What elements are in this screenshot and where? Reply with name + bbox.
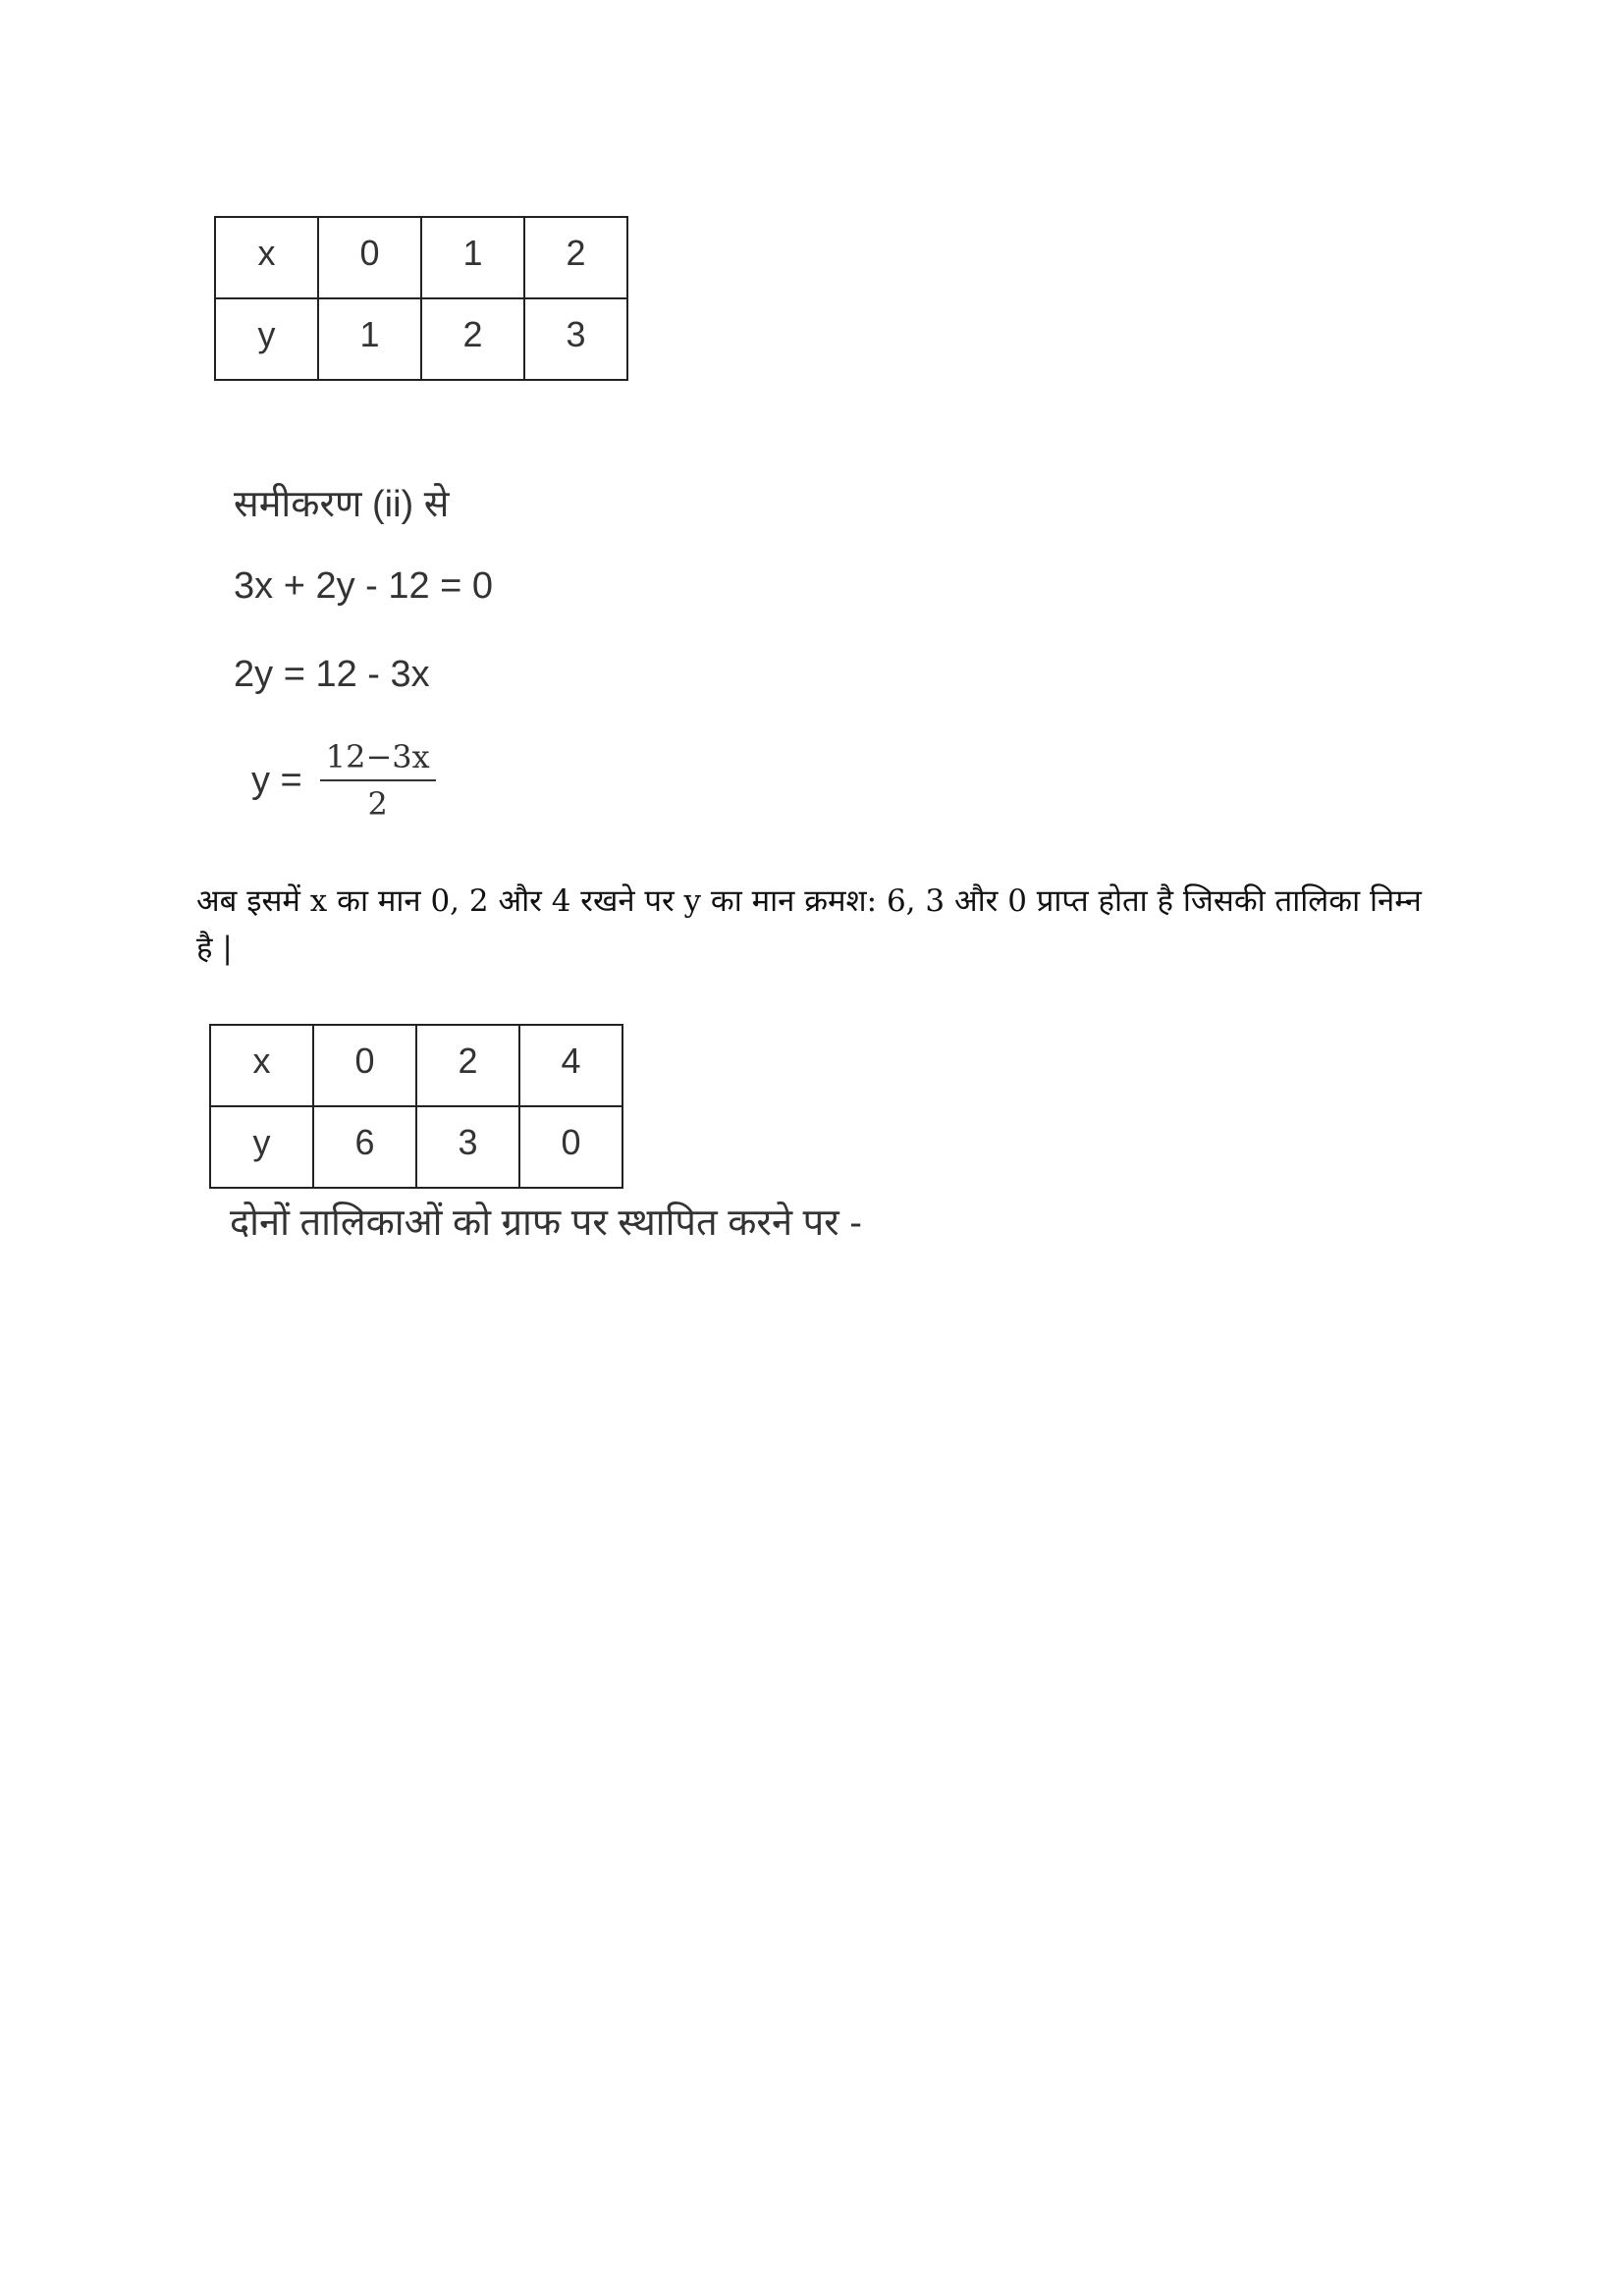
- table-cell: y: [210, 1106, 313, 1188]
- table-cell: 2: [416, 1025, 519, 1106]
- table-cell: 1: [421, 217, 524, 298]
- table-row: [215, 298, 627, 380]
- fraction-denominator: 2: [367, 785, 388, 823]
- equation-lhs: y =: [251, 759, 302, 801]
- fraction: [320, 738, 436, 823]
- table-row: [210, 1025, 622, 1106]
- table-row: [215, 217, 627, 298]
- fraction-equation: [251, 738, 436, 823]
- fraction-numerator: 12−3x: [320, 738, 436, 781]
- equation-line: 2y = 12 - 3x: [234, 654, 430, 695]
- table-cell: 4: [519, 1025, 622, 1106]
- table-cell: 0: [313, 1025, 416, 1106]
- table-row: [210, 1106, 622, 1188]
- equation-line: 3x + 2y - 12 = 0: [234, 565, 494, 607]
- closing-line: दोनों तालिकाओं को ग्राफ पर स्थापित करने पर -: [230, 1202, 862, 1244]
- equation-heading: समीकरण (ii) से: [234, 484, 450, 525]
- values-table-2: [209, 1024, 623, 1189]
- table-cell: y: [215, 298, 318, 380]
- table-cell: 3: [524, 298, 627, 380]
- table-cell: 0: [318, 217, 421, 298]
- table-cell: x: [210, 1025, 313, 1106]
- table-cell: 0: [519, 1106, 622, 1188]
- table-cell: 3: [416, 1106, 519, 1188]
- table-cell: x: [215, 217, 318, 298]
- table-cell: 6: [313, 1106, 416, 1188]
- values-table-1: [214, 216, 628, 381]
- table-cell: 2: [421, 298, 524, 380]
- explanation-paragraph: अब इसमें x का मान 0, 2 और 4 रखने पर y का मान क्रमश: 6, 3 और 0 प्राप्त होता है जिसकी तालिका निम्न है |: [196, 883, 1422, 966]
- table-cell: 1: [318, 298, 421, 380]
- table-cell: 2: [524, 217, 627, 298]
